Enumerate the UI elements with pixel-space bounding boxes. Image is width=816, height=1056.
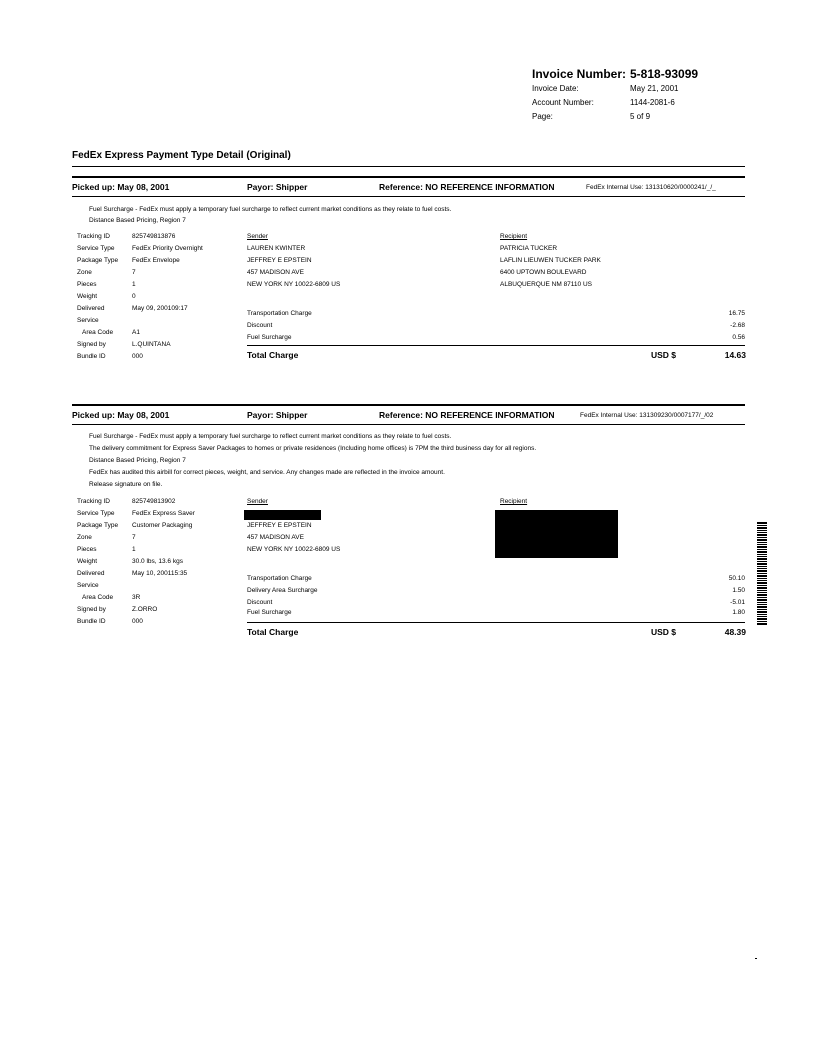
note-line: Release signature on file. [89, 481, 163, 488]
service-type: FedEx Express Saver [132, 510, 195, 517]
bundle-label: Bundle ID [77, 618, 106, 625]
invoice-number: 5-818-93099 [630, 67, 699, 81]
recipient-line: ALBUQUERQUE NM 87110 US [500, 281, 592, 288]
package-type-label: Package Type [77, 257, 119, 264]
page-number: 5 of 9 [630, 112, 651, 121]
recipient-label: Recipient [500, 498, 528, 505]
invoice-date: May 21, 2001 [630, 84, 679, 93]
pieces: 1 [132, 546, 136, 553]
signed-by: L.QUINTANA [132, 341, 171, 348]
shipment-top-rule [72, 404, 745, 406]
service-label: Service [77, 317, 99, 324]
sender-line: NEW YORK NY 10022-6809 US [247, 281, 341, 288]
shipment-top-rule [72, 176, 745, 178]
service-type: FedEx Priority Overnight [132, 245, 203, 252]
internal-use: FedEx Internal Use: 131309230/0007177/_/02 [580, 412, 714, 419]
weight: 30.0 lbs, 13.6 kgs [132, 558, 183, 565]
sender-line: 457 MADISON AVE [247, 269, 304, 276]
account-number: 1144-2081-6 [630, 98, 675, 107]
delivered-label: Delivered [77, 305, 105, 312]
delivered: May 09, 200109:17 [132, 305, 188, 312]
weight: 0 [132, 293, 136, 300]
charge-label: Discount [247, 599, 273, 606]
pieces-label: Pieces [77, 281, 97, 288]
sender-line: JEFFREY E EPSTEIN [247, 522, 312, 529]
charge-amount: 50.10 [728, 575, 745, 582]
charge-label: Transportation Charge [247, 310, 312, 317]
bundle-id: 000 [132, 618, 143, 625]
area-code-label: Area Code [82, 329, 114, 336]
sender-line: JEFFREY E EPSTEIN [247, 257, 312, 264]
package-type-label: Package Type [77, 522, 119, 529]
payor: Payor: Shipper [247, 410, 308, 420]
barcode-image [757, 522, 767, 626]
charge-label: Transportation Charge [247, 575, 312, 582]
account-number-label: Account Number: [532, 98, 594, 107]
tracking-label: Tracking ID [77, 233, 110, 240]
payor: Payor: Shipper [247, 182, 308, 192]
picked-up: Picked up: May 08, 2001 [72, 182, 170, 192]
signed-by-label: Signed by [77, 341, 106, 348]
section-divider [72, 166, 745, 167]
service-type-label: Service Type [77, 510, 115, 517]
tracking-id: 825749813902 [132, 498, 176, 505]
section-title: FedEx Express Payment Type Detail (Original) [72, 150, 291, 161]
service-label: Service [77, 582, 99, 589]
total-label: Total Charge [247, 627, 299, 637]
note-line: Fuel Surcharge - FedEx must apply a temporary fuel surcharge to reflect current market conditions as they relate to fuel costs. [89, 206, 452, 213]
charge-label: Fuel Surcharge [247, 609, 292, 616]
area-code: 3R [132, 594, 141, 601]
page-label: Page: [532, 112, 553, 121]
tracking-label: Tracking ID [77, 498, 110, 505]
recipient-line: PATRICIA TUCKER [500, 245, 558, 252]
recipient-line: LAFLIN LIEUWEN TUCKER PARK [500, 257, 601, 264]
bundle-id: 000 [132, 353, 143, 360]
weight-label: Weight [77, 293, 98, 300]
sender-line: LAUREN KWINTER [247, 245, 306, 252]
shipment-header-rule [72, 424, 745, 425]
package-type: Customer Packaging [132, 522, 193, 529]
charge-amount: 0.56 [732, 334, 745, 341]
total-rule [247, 622, 745, 623]
invoice-date-label: Invoice Date: [532, 84, 579, 93]
sender-label: Sender [247, 233, 268, 240]
note-line: Distance Based Pricing, Region 7 [89, 217, 186, 224]
picked-up: Picked up: May 08, 2001 [72, 410, 170, 420]
weight-label: Weight [77, 558, 98, 565]
total-amount: 48.39 [724, 627, 746, 637]
note-line: Distance Based Pricing, Region 7 [89, 457, 186, 464]
area-code-label: Area Code [82, 594, 114, 601]
charge-amount: 1.80 [732, 609, 745, 616]
pieces: 1 [132, 281, 136, 288]
currency: USD $ [651, 350, 677, 360]
total-amount: 14.63 [724, 350, 746, 360]
note-line: FedEx has audited this airbill for correct pieces, weight, and service. Any changes made are reflected in the invoice amount. [89, 469, 445, 476]
pieces-label: Pieces [77, 546, 97, 553]
delivered: May 10, 200115:35 [132, 570, 188, 577]
bundle-label: Bundle ID [77, 353, 106, 360]
stray-mark [755, 958, 757, 959]
zone: 7 [132, 269, 136, 276]
shipment-header-rule [72, 196, 745, 197]
currency: USD $ [651, 627, 677, 637]
tracking-id: 825749813876 [132, 233, 176, 240]
charge-amount: 1.50 [732, 587, 745, 594]
service-type-label: Service Type [77, 245, 115, 252]
internal-use: FedEx Internal Use: 131310620/0000241/_/_ [586, 184, 716, 191]
zone: 7 [132, 534, 136, 541]
sender-label: Sender [247, 498, 268, 505]
total-label: Total Charge [247, 350, 299, 360]
zone-label: Zone [77, 269, 92, 276]
charge-label: Fuel Surcharge [247, 334, 292, 341]
area-code: A1 [132, 329, 140, 336]
charge-label: Delivery Area Surcharge [247, 587, 318, 594]
recipient-redaction [495, 510, 618, 558]
note-line: The delivery commitment for Express Saver Packages to homes or private residences (Including home offices) is 7PM the third business day for all regions. [89, 445, 537, 452]
charge-amount: -2.68 [730, 322, 745, 329]
charge-amount: -5.01 [730, 599, 745, 606]
signed-by: Z.ORRO [132, 606, 158, 613]
package-type: FedEx Envelope [132, 257, 180, 264]
invoice-number-label: Invoice Number: [532, 67, 627, 81]
signed-by-label: Signed by [77, 606, 106, 613]
sender-line: 457 MADISON AVE [247, 534, 304, 541]
note-line: Fuel Surcharge - FedEx must apply a temporary fuel surcharge to reflect current market conditions as they relate to fuel costs. [89, 433, 452, 440]
charge-amount: 16.75 [728, 310, 745, 317]
recipient-line: 6400 UPTOWN BOULEVARD [500, 269, 587, 276]
delivered-label: Delivered [77, 570, 105, 577]
reference: Reference: NO REFERENCE INFORMATION [379, 410, 555, 420]
sender-line: NEW YORK NY 10022-6809 US [247, 546, 341, 553]
zone-label: Zone [77, 534, 92, 541]
charge-label: Discount [247, 322, 273, 329]
reference: Reference: NO REFERENCE INFORMATION [379, 182, 555, 192]
redaction-bar [244, 510, 321, 520]
total-rule [247, 345, 745, 346]
recipient-label: Recipient [500, 233, 528, 240]
